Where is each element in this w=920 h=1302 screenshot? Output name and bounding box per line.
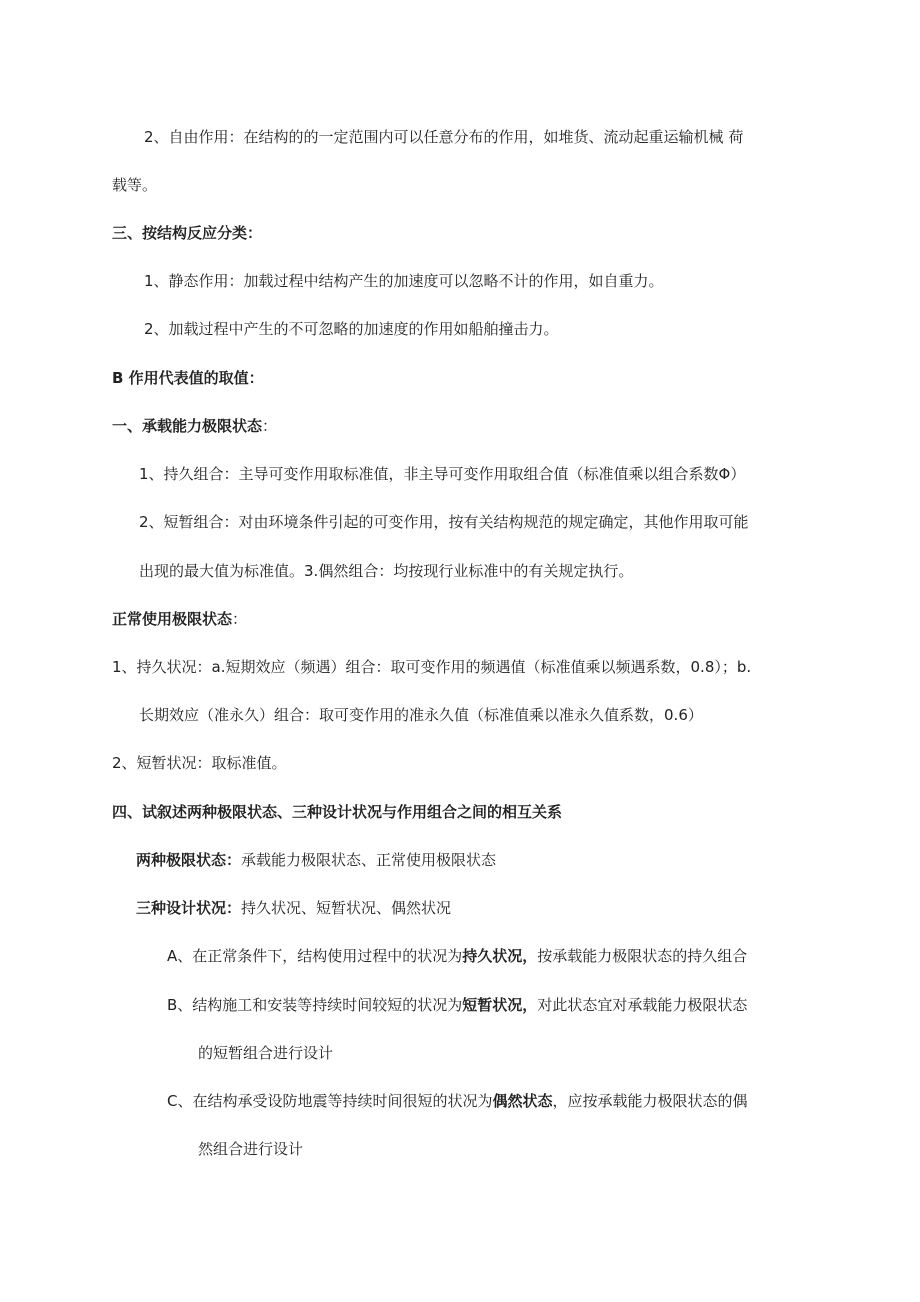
heading-ultimate-limit-state bbox=[112, 414, 277, 438]
free-action-line1: 2、自由作用：在结构的的一定范围内可以任意分布的作用，如堆货、流动起重运输机械 荷 bbox=[144, 128, 744, 146]
item-b-post: 对此状态宜对承载能力极限状态 bbox=[537, 996, 748, 1014]
three-design-situations-text: 持久状况、短暂状况、偶然状况 bbox=[241, 899, 452, 917]
item-c-line1 bbox=[167, 1089, 748, 1113]
heading-ultimate-limit-state-text: 一、承载能力极限状态 bbox=[112, 417, 263, 435]
two-limit-states-text: 承载能力极限状态、正常使用极限状态 bbox=[241, 851, 497, 869]
three-design-situations-label: 三种设计状况： bbox=[136, 899, 242, 917]
item-a bbox=[167, 944, 747, 968]
item-c-pre: C、在结构承受设防地震等持续时间很短的状况为 bbox=[167, 1092, 493, 1110]
section-heading-representative-values: B 作用代表值的取值： bbox=[112, 369, 264, 387]
heading-serviceability-limit-state bbox=[112, 607, 247, 631]
item-b-line2: 的短暂组合进行设计 bbox=[198, 1044, 334, 1062]
heading-serviceability-limit-state-colon: ： bbox=[232, 610, 248, 628]
section-heading-structural-response: 三、按结构反应分类： bbox=[112, 224, 263, 242]
item-b-bold: 短暂状况， bbox=[462, 996, 538, 1014]
item-b-pre: B、结构施工和安装等持续时间较短的状况为 bbox=[167, 996, 463, 1014]
sls-persistent-line1: 1、持久状况：a.短期效应（频遇）组合：取可变作用的频遇值（标准值乘以频遇系数，0.8）；b. bbox=[112, 658, 752, 676]
heading-serviceability-limit-state-text: 正常使用极限状态 bbox=[112, 610, 233, 628]
transient-combination-line1: 2、短暂组合：对由环境条件引起的可变作用，按有关结构规范的规定确定，其他作用取可能 bbox=[139, 513, 749, 531]
sls-persistent-line2: 长期效应（准永久）组合：取可变作用的准永久值（标准值乘以准永久值系数，0.6） bbox=[139, 706, 703, 724]
section-heading-relationships: 四、试叙述两种极限状态、三种设计状况与作用组合之间的相互关系 bbox=[112, 803, 563, 821]
free-action-line2: 载等。 bbox=[112, 176, 158, 194]
transient-combination-line2: 出现的最大值为标准值。3.偶然组合：均按现行业标准中的有关规定执行。 bbox=[139, 562, 634, 580]
item-b-line1 bbox=[167, 993, 747, 1017]
item-c-post: ，应按承载能力极限状态的偶 bbox=[552, 1092, 748, 1110]
three-design-situations bbox=[136, 896, 451, 920]
item-a-post: 按承载能力极限状态的持久组合 bbox=[537, 947, 748, 965]
item-a-pre: A、在正常条件下，结构使用过程中的状况为 bbox=[167, 947, 463, 965]
two-limit-states-label: 两种极限状态： bbox=[136, 851, 242, 869]
sls-transient-item: 2、短暂状况：取标准值。 bbox=[112, 754, 287, 772]
static-action-item: 1、静态作用：加载过程中结构产生的加速度可以忽略不计的作用，如自重力。 bbox=[144, 272, 664, 290]
dynamic-action-item: 2、加载过程中产生的不可忽略的加速度的作用如船舶撞击力。 bbox=[144, 320, 559, 338]
heading-ultimate-limit-state-colon: ： bbox=[262, 417, 278, 435]
persistent-combination-item: 1、持久组合：主导可变作用取标准值，非主导可变作用取组合值（标准值乘以组合系数Φ） bbox=[139, 465, 746, 483]
item-c-line2: 然组合进行设计 bbox=[198, 1140, 304, 1158]
item-c-bold: 偶然状态 bbox=[492, 1092, 553, 1110]
two-limit-states bbox=[136, 848, 496, 872]
item-a-bold: 持久状况， bbox=[462, 947, 538, 965]
